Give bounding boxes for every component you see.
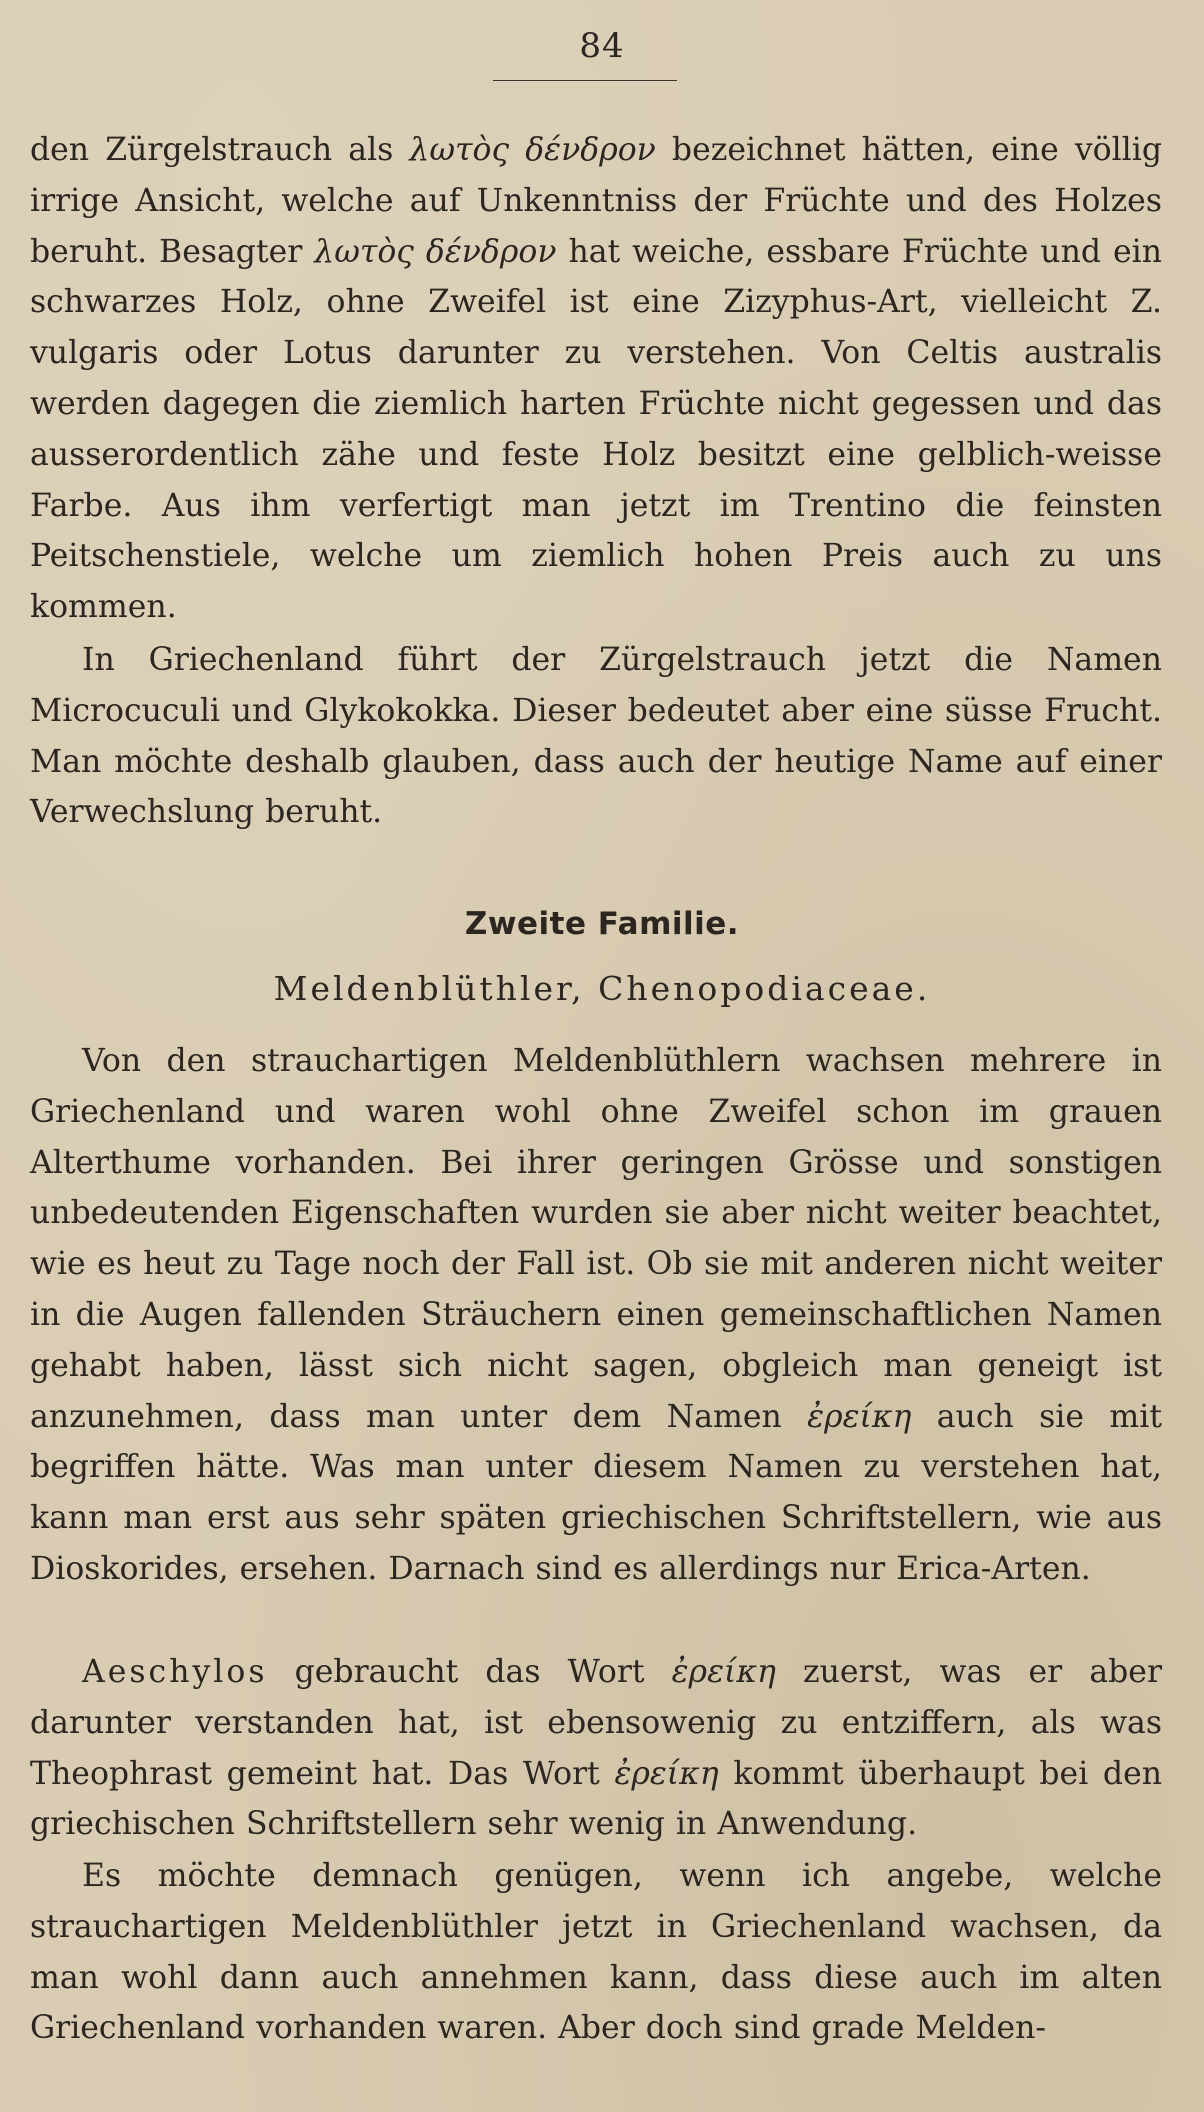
paragraph-greek-names bbox=[30, 635, 1162, 838]
text-run: bezeichnet hätten, eine völlig irrige Ansicht, welche auf Unkenntniss der Früchte und des Holzes beruht. Besagter bbox=[30, 132, 1162, 270]
greek-term: ἐρείκη bbox=[614, 1755, 719, 1792]
section-heading: Zweite Familie. bbox=[464, 906, 740, 942]
paragraph-zuergelstrauch-description bbox=[30, 125, 1162, 633]
greek-term: ἐρείκη bbox=[807, 1398, 912, 1435]
text-run: hat weiche, essbare Früchte und ein schwarzes Holz, ohne Zweifel ist eine Zizyphus-Art, vielleicht Z. vulgaris oder Lotus darunter zu verstehen. Von Celtis australis werden dagegen die ziemlich harten Früchte nicht gegessen und das ausserordentlich zähe und feste Holz besitzt eine gelblich-weisse Farbe. Aus ihm verfertigt man jetzt im Trentino die feinsten Peitschenstiele, welche um ziemlich hohen Preis auch zu uns kommen. bbox=[30, 233, 1162, 626]
greek-term: λωτὸς δένδρον bbox=[409, 132, 656, 168]
paragraph bbox=[30, 635, 1162, 838]
text-run: kommt überhaupt bei den griechischen Schriftstellern sehr wenig in Anwendung. bbox=[30, 1755, 1163, 1843]
text-run: In Griechenland führt der Zürgelstrauch jetzt die Namen Microcuculi und Glykokokka. Dieser bedeutet aber eine süsse Frucht. Man möchte deshalb glauben, dass auch der heutige Name auf einer Verwechslung beruht. bbox=[30, 642, 1162, 831]
paragraph-conclusion bbox=[30, 1851, 1162, 2054]
paragraph-aeschylos bbox=[30, 1647, 1162, 1850]
paragraph bbox=[30, 1036, 1162, 1595]
page-number: 84 bbox=[579, 26, 625, 66]
text-run: gebraucht das Wort bbox=[267, 1654, 672, 1690]
text-run: Es möchte demnach genügen, wenn ich angebe, welche strauchartigen Meldenblüthler jetzt in Griechenland wachsen, da man wohl dann auch annehmen kann, dass diese auch im alten Griechenland vorhanden waren. Aber doch sind grade Melden- bbox=[30, 1858, 1162, 2047]
text-run: auch sie mit begriffen hätte. Was man unter diesem Namen zu verstehen hat, kann man erst aus sehr späten griechischen Schriftstellern, wie aus Dioskorides, ersehen. Darnach sind es allerdings nur Erica-Arten. bbox=[30, 1398, 1162, 1587]
author-name: Aeschylos bbox=[82, 1654, 268, 1690]
page-number-rule bbox=[493, 80, 677, 81]
text-run: zuerst, was er aber darunter verstanden hat, ist ebensowenig zu entziffern, als was Theophrast gemeint hat. Das Wort bbox=[30, 1654, 1162, 1792]
greek-term: ἐρείκη bbox=[671, 1654, 776, 1690]
paragraph-meldenbluethler bbox=[30, 1036, 1162, 1595]
text-run: den Zürgelstrauch als bbox=[30, 132, 410, 168]
section-subheading: Meldenblüthler, Chenopodiaceae. bbox=[273, 969, 931, 1008]
greek-term: λωτὸς δένδρον bbox=[314, 233, 557, 270]
paragraph bbox=[30, 1647, 1162, 1850]
paragraph bbox=[30, 125, 1162, 633]
text-run: Von den strauchartigen Meldenblüthlern wachsen mehrere in Griechenland und waren wohl ohne Zweifel schon im grauen Alterthume vorhanden. Bei ihrer geringen Grösse und sonstigen unbedeutenden Eigenschaften wurden sie aber nicht weiter beachtet, wie es heut zu Tage noch der Fall ist. Ob sie mit anderen nicht weiter in die Augen fallenden Sträuchern einen gemeinschaftlichen Namen gehabt haben, lässt sich nicht sagen, obgleich man geneigt ist anzunehmen, dass man unter dem Namen bbox=[30, 1043, 1162, 1435]
paragraph bbox=[30, 1851, 1162, 2054]
